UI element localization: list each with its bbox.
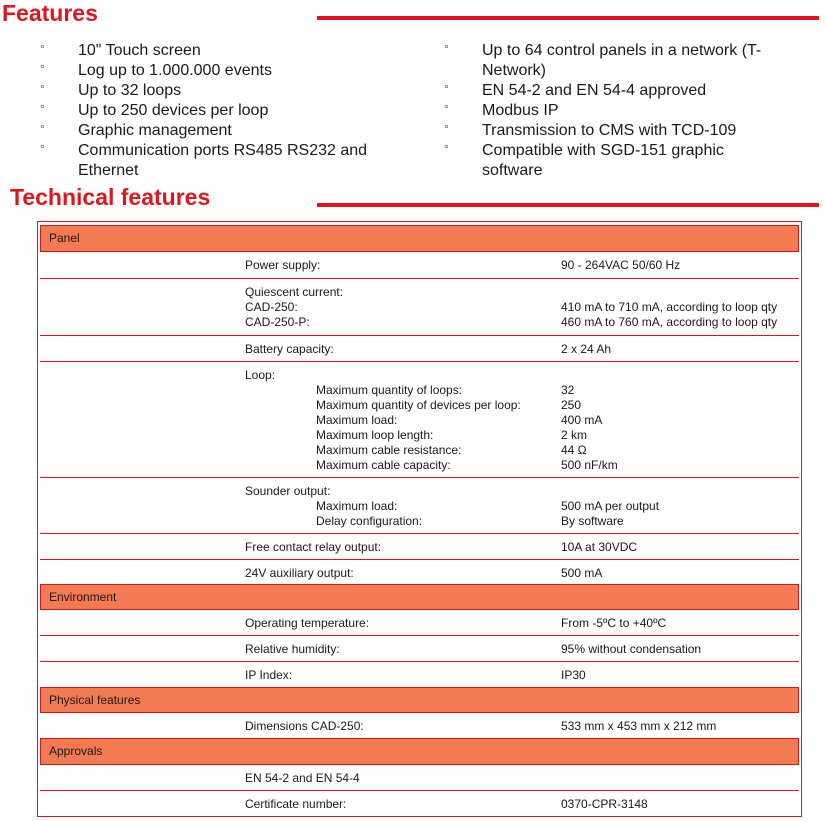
table-row: [40, 279, 799, 336]
features-list-left: [40, 41, 410, 181]
technical-features-title: Technical features: [10, 184, 211, 210]
row-value: 410 mA to 710 mA, according to loop qty 460 mA to 760 mA, according to loop qty: [561, 300, 778, 329]
list-item: ° Log up to 1.000.000 events: [40, 61, 410, 81]
table-row: [40, 252, 799, 279]
list-item: ° Up to 64 control panels in a network (T-Network): [444, 41, 782, 81]
row-value: 500 mA: [561, 566, 603, 580]
technical-divider: [317, 203, 819, 207]
bullet-icon: °: [40, 142, 45, 156]
row-value: 2 x 24 Ah: [561, 342, 612, 356]
section-header-approvals: Approvals: [40, 738, 799, 765]
row-value: 500 mA per output By software: [561, 499, 660, 528]
row-label: Power supply:: [245, 258, 321, 272]
bullet-icon: °: [444, 102, 449, 116]
table-row: [40, 336, 799, 362]
list-item: ° Up to 250 devices per loop: [40, 101, 410, 121]
row-value: 10A at 30VDC: [561, 540, 638, 554]
table-row: [40, 713, 799, 738]
row-value: 533 mm x 453 mm x 212 mm: [561, 719, 717, 733]
table-row: [40, 478, 799, 534]
table-row: [40, 791, 799, 816]
row-label: Free contact relay output:: [245, 540, 382, 554]
row-label: Sounder output: Maximum load: Delay configuration:: [245, 484, 423, 528]
table-row: [40, 534, 799, 560]
row-value: 32 250 400 mA 2 km 44 Ω 500 nF/km: [561, 383, 618, 472]
table-row: [40, 765, 799, 791]
table-row: [40, 610, 799, 636]
row-label: Relative humidity:: [245, 642, 340, 656]
list-item: ° Transmission to CMS with TCD-109: [444, 121, 814, 141]
row-value: IP30: [561, 668, 586, 682]
bullet-icon: °: [40, 62, 45, 76]
section-header-panel: Panel: [40, 225, 799, 252]
bullet-icon: °: [444, 122, 449, 136]
section-header-environment: Environment: [40, 584, 799, 610]
table-row: [40, 636, 799, 662]
spec-table: [37, 221, 802, 817]
bullet-icon: °: [40, 82, 45, 96]
bullet-icon: °: [444, 142, 449, 156]
features-title: Features: [2, 0, 98, 26]
section-header-physical: Physical features: [40, 687, 799, 713]
row-value: 90 - 264VAC 50/60 Hz: [561, 258, 681, 272]
bullet-icon: °: [40, 42, 45, 56]
row-label: EN 54-2 and EN 54-4: [245, 771, 360, 785]
row-value: From -5ºC to +40ºC: [561, 616, 667, 630]
row-label: IP Index:: [245, 668, 293, 682]
bullet-icon: °: [444, 82, 449, 96]
table-row: [40, 560, 799, 584]
list-item: ° Compatible with SGD-151 graphic software: [444, 141, 772, 181]
row-value: 95% without condensation: [561, 642, 702, 656]
row-label: Loop: Maximum quantity of loops: Maximum quantity of devices per loop: Maximum load: Maximum loop length: Maximum cable resistance: Maximum cable capacity:: [245, 368, 521, 472]
row-value: 0370-CPR-3148: [561, 797, 648, 811]
table-row: [40, 362, 799, 478]
row-label: Dimensions CAD-250:: [245, 719, 364, 733]
list-item: ° Modbus IP: [444, 101, 814, 121]
list-item: ° Up to 32 loops: [40, 81, 410, 101]
row-label: Battery capacity:: [245, 342, 334, 356]
bullet-icon: °: [40, 122, 45, 136]
row-label: Certificate number:: [245, 797, 347, 811]
list-item: ° Communication ports RS485 RS232 and Ethernet: [40, 141, 378, 181]
bullet-icon: °: [40, 102, 45, 116]
features-divider: [317, 16, 819, 20]
bullet-icon: °: [444, 42, 449, 56]
row-label: Operating temperature:: [245, 616, 370, 630]
table-row: [40, 662, 799, 687]
row-label: 24V auxiliary output:: [245, 566, 354, 580]
row-label: Quiescent current: CAD-250: CAD-250-P:: [245, 285, 344, 329]
features-list-right: [444, 41, 814, 181]
list-item: ° EN 54-2 and EN 54-4 approved: [444, 81, 814, 101]
list-item: ° Graphic management: [40, 121, 410, 141]
list-item: ° 10" Touch screen: [40, 41, 410, 61]
